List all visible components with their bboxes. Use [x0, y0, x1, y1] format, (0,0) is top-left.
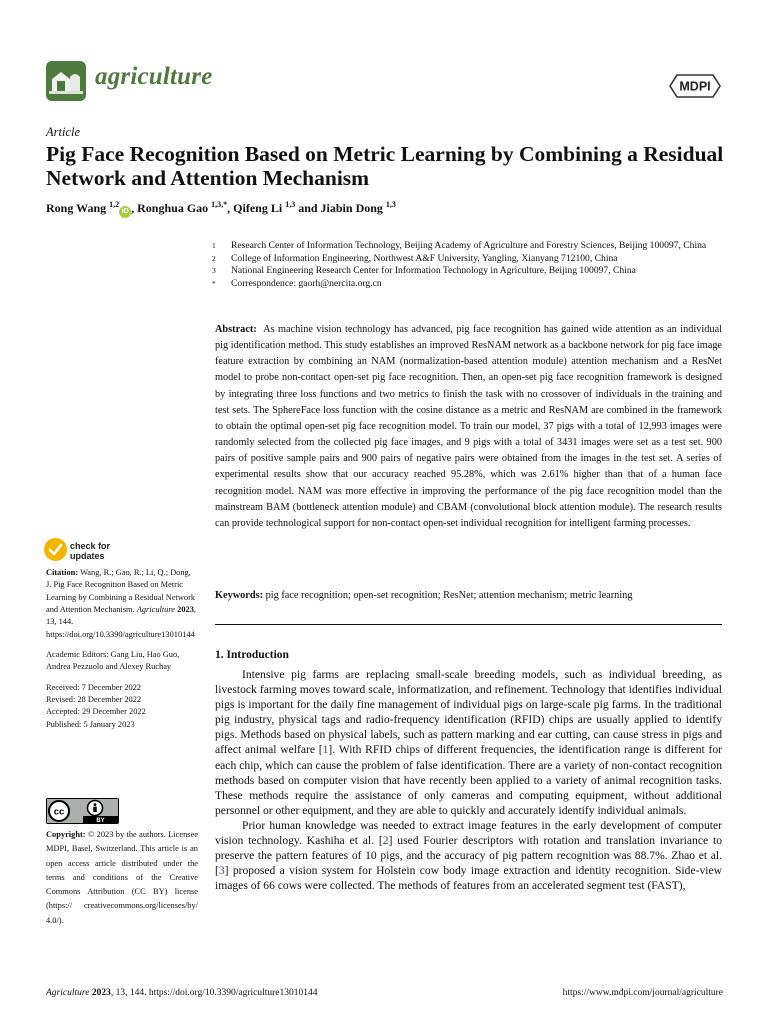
author-affil-mark: 1,3,*: [211, 200, 228, 209]
section-heading: 1. Introduction: [215, 649, 289, 661]
svg-text:BY: BY: [96, 818, 105, 823]
author-name[interactable]: Rong Wang: [46, 201, 107, 215]
author-affil-mark: 1,3: [285, 200, 296, 209]
revised-date: Revised: 28 December 2022: [46, 695, 142, 705]
author-name[interactable]: Ronghua Gao: [137, 201, 209, 215]
affiliation-item: 1 Research Center of Information Technology, Beijing Academy of Agriculture and Forestry Sciences, Beijing 100097, China: [212, 240, 707, 251]
svg-text:cc: cc: [53, 806, 65, 818]
journal-name: agriculture: [95, 63, 213, 90]
citation-link[interactable]: 1: [322, 743, 329, 757]
article-title: Pig Face Recognition Based on Metric Learning by Combining a Residual Network and Attention Mechanism: [46, 142, 724, 190]
abstract: [215, 322, 722, 532]
abstract-text: As machine vision technology has advanced, pig face recognition has gained wide attention as an individual pig identification method. This study establishes an improved ResNAM network as a backbone network for pig face image feature extraction by combining an NAM (normalization-based attention module) attention mechanism and a ResNet model to probe non-contact open-set pig face recognition. Then, an open-set pig face recognition framework is designed by integrating three loss functions and two metrics to finish the task with no crossover of individuals in the training and test sets. The SphereFace loss function with the cosine distance as a metric and ResNAM are combined in the framework to obtain the optimal open-set pig face recognition model. To train our model, 37 pigs with a total of 12,993 images were randomly selected from the collected pig face images, and 9 pigs with a total of 3431 images were set as a test set. 900 pairs of positive sample pairs and 900 pairs of negative pairs were obtained from the images in the test set. A series of experimental results show that our accuracy reached 95.28%, which was 2.61% higher than that of a human face recognition model. NAM was more effective in improving the performance of the pig face recognition model than the mainstream BAM (bottleneck attention module) and CBAM (convolutional block attention module). The research results can provide technological support for non-contact open-set individual recognition for intelligent farming processes.: [215, 324, 722, 529]
footer-journal-url[interactable]: https://www.mdpi.com/journal/agriculture: [562, 988, 723, 998]
publisher-logo: [667, 72, 723, 100]
paragraph: Intensive pig farms are replacing small-scale breeding models, such as individual breeding, as livestock farming moves toward scale, informatization, and refinement. Technology that identifies individual pigs is important for the daily fine management of individual pigs on large-scale pig farms. In the traditional pig industry, physical tags and radio-frequency identification (RFID) chips are usually applied to identify pigs. Methods based on physical labels, such as pattern marking and ear cutting, can cause stress in pigs and affect animal welfare [1]. With RFID chips of different frequencies, the identification range is different for each chip, which can cause the problem of false identification. There are a variety of non-contact recognition methods based on computer vision that have recently been applied to a variety of animal recognition tasks. These methods require the assistance of only cameras and computing equipment, without additional personnel or other equipment, and they are able to quickly and accurately identify individual animals.: [215, 668, 723, 817]
abstract-label: Abstract:: [215, 324, 257, 335]
author-affil-mark: 1,2: [109, 200, 120, 209]
copyright-notice: Copyright: © 2023 by the authors. Licensee MDPI, Basel, Switzerland. This article is an open access article distributed under the terms and conditions of the Creative Commons Attribution (CC BY) license (https:// creativecommons.org/licenses/by/ 4.0/).: [46, 830, 198, 925]
citation-link[interactable]: 2: [382, 834, 389, 848]
affiliations: [212, 240, 732, 290]
check-for-updates-button[interactable]: check for updates: [70, 541, 111, 561]
author-name[interactable]: Qifeng Li: [233, 201, 283, 215]
received-date: Received: 7 December 2022: [46, 682, 142, 692]
publisher-name: MDPI: [679, 79, 711, 94]
cc-by-license-icon[interactable]: [46, 798, 119, 824]
affiliation-item: 2 College of Information Engineering, Northwest A&F University, Yangling, Xianyang 712100, China: [212, 252, 618, 264]
article-type: Article: [46, 125, 81, 139]
orcid-icon[interactable]: iD: [119, 206, 131, 218]
citation: Citation: Wang, R.; Gao, R.; Li, Q.; Dong, J. Pig Face Recognition Based on Metric Learning by Combining a Residual Network and Attention Mechanism. Agriculture 2023, 13, 144. https://doi.org/10.3390/agriculture13010144: [46, 568, 196, 639]
sidebar-info: [46, 567, 198, 731]
journal-logo-icon: [46, 61, 86, 101]
published-date: Published: 5 January 2023: [46, 719, 135, 729]
academic-editors: Academic Editors: Gang Liu, Hao Guo, Andrea Pezzuolo and Alexey Ruchay: [46, 650, 180, 672]
author-name[interactable]: Jiabin Dong: [320, 201, 383, 215]
affiliation-item: 3 National Engineering Research Center for Information Technology in Agriculture, Beijing 100097, China: [212, 265, 636, 277]
author-affil-mark: 1,3: [385, 200, 396, 209]
keywords: [215, 588, 722, 604]
keywords-label: Keywords:: [215, 590, 264, 601]
divider: [215, 624, 722, 625]
keywords-text: pig face recognition; open-set recognition; ResNet; attention mechanism; metric learning: [265, 590, 633, 601]
footer-citation: Agriculture 2023, 13, 144. https://doi.org/10.3390/agriculture13010144: [46, 988, 318, 998]
author-list: Rong Wang $^{1,2}$iD , Ronghua Gao $^{1,3,*}$, Qifeng Li $^{1,3}$ and Jiabin Dong $^{1,3}$: [46, 200, 736, 218]
citation-link[interactable]: 3: [218, 864, 225, 878]
body-text: [215, 667, 722, 893]
correspondence: * Correspondence: gaorh@nercita.org.cn: [212, 277, 382, 289]
accepted-date: Accepted: 29 December 2022: [46, 707, 146, 717]
check-for-updates-icon[interactable]: [44, 538, 67, 561]
paragraph: Prior human knowledge was needed to extract image features in the early development of computer vision technology. Kashiha et al. [2] used Fourier descriptors with rotation and translation invariance to preserve the pattern features of 10 pigs, and the accuracy of pig pattern recognition was 88.7%. Zhao et al. [3] proposed a vision system for Holstein cow body image extraction and identity recognition. Side-view images of 66 cows were collected. The methods of features from an accelerated segment test (FAST),: [215, 818, 722, 893]
